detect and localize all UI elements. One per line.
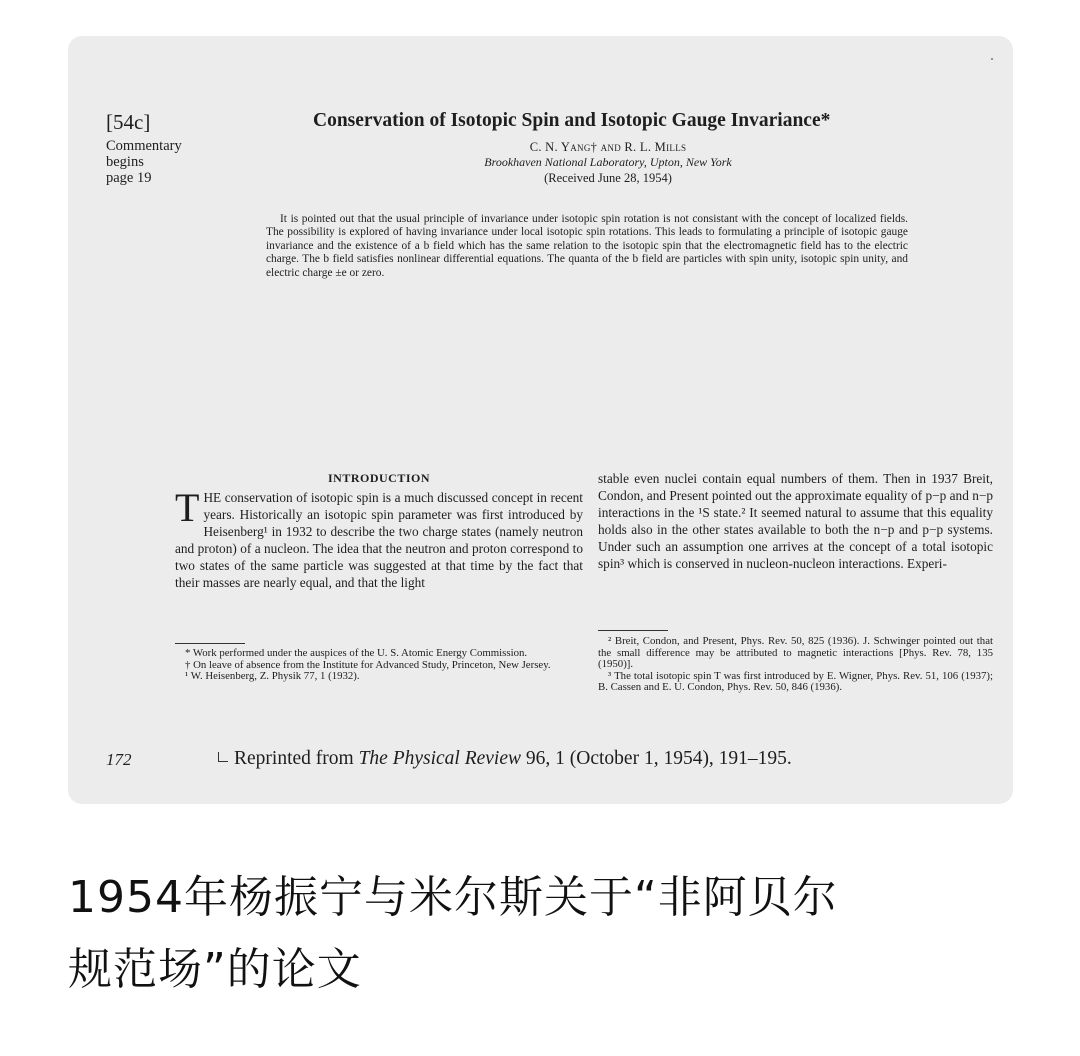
footnote-rule <box>175 643 245 644</box>
margin-note <box>106 138 182 186</box>
intro-text-left: HE conservation of isotopic spin is a much discussed concept in recent years. Historically an isotopic spin parameter was first introduced by Heisenberg¹ in 1932 to describe the two charge states (namely neutron and proton) of a nucleon. The idea that the neutron and proton correspond to two states of the same particle was suggested at that time by the fact that their masses are nearly equal, and that the light <box>175 490 583 590</box>
footnotes-right <box>598 636 993 694</box>
author-block <box>368 140 848 186</box>
corner-mark-icon <box>218 752 228 762</box>
footnote: ¹ W. Heisenberg, Z. Physik 77, 1 (1932). <box>185 670 360 683</box>
scan-speck <box>991 58 993 60</box>
reprint-prefix: Reprinted from <box>234 748 359 769</box>
section-heading: INTRODUCTION <box>327 471 430 485</box>
drop-cap: T <box>175 485 200 530</box>
paper-scan <box>68 36 1013 804</box>
received-date: (Received June 28, 1954) <box>544 171 672 185</box>
authors: C. N. Yang† and R. L. Mills <box>529 140 687 154</box>
caption-line: 1954年杨振宁与米尔斯关于“非阿贝尔 <box>68 872 838 923</box>
reference-number: [54c] <box>106 110 151 134</box>
footnote: * Work performed under the auspices of the U. S. Atomic Energy Commission. <box>185 647 528 659</box>
footnotes-left <box>175 648 583 683</box>
page-number: 172 <box>106 750 132 769</box>
intro-left-column <box>175 470 583 591</box>
footnote: ² Breit, Condon, and Present, Phys. Rev. 50, 825 (1936). J. Schwinger pointed out that the small difference may be attributed to magnetic interactions [Phys. Rev. 78, 135 (1950)]. <box>598 635 993 671</box>
footnote-rule <box>598 630 668 631</box>
reprint-suffix: 96, 1 (October 1, 1954), 191–195. <box>521 748 792 769</box>
paper-title: Conservation of Isotopic Spin and Isotopic Gauge Invariance* <box>313 110 831 131</box>
caption <box>68 862 998 1006</box>
margin-note-line: page 19 <box>106 170 152 186</box>
intro-right-column <box>598 470 993 572</box>
margin-note-line: Commentary <box>106 138 182 154</box>
intro-text-right: stable even nuclei contain equal numbers of them. Then in 1937 Breit, Condon, and Present pointed out the approximate equality of p−p and n−p interactions in the ¹S state.² It seemed natural to assume that this equality holds also in the other states available to both the n−p and p−p systems. Under such an assumption one arrives at the concept of a total isotopic spin³ which is conserved in nucleon-nucleon interactions. Experi- <box>598 471 993 571</box>
margin-note-line: begins <box>106 154 144 170</box>
footnote: † On leave of absence from the Institute for Advanced Study, Princeton, New Jersey. <box>185 658 551 671</box>
reprint-journal: The Physical Review <box>358 748 522 769</box>
reprint-note <box>218 748 792 770</box>
abstract: It is pointed out that the usual principle of invariance under isotopic spin rotation is not consistant with the concept of localized fields. The possibility is explored of having invariance under local isotopic spin rotations. This leads to formulating a principle of isotopic gauge invariance and the existence of a b field which has the same relation to the isotopic spin that the electromagnetic field has to the electric charge. The b field satisfies nonlinear differential equations. The quanta of the b field are particles with spin unity, isotopic spin unity, and electric charge ±e or zero. <box>266 213 908 279</box>
footnote: ³ The total isotopic spin T was first introduced by E. Wigner, Phys. Rev. 51, 106 (1937); B. Cassen and E. U. Condon, Phys. Rev. 50, 846 (1936). <box>598 669 993 694</box>
caption-line: 规范场”的论文 <box>68 944 362 995</box>
affiliation: Brookhaven National Laboratory, Upton, New York <box>484 155 732 169</box>
